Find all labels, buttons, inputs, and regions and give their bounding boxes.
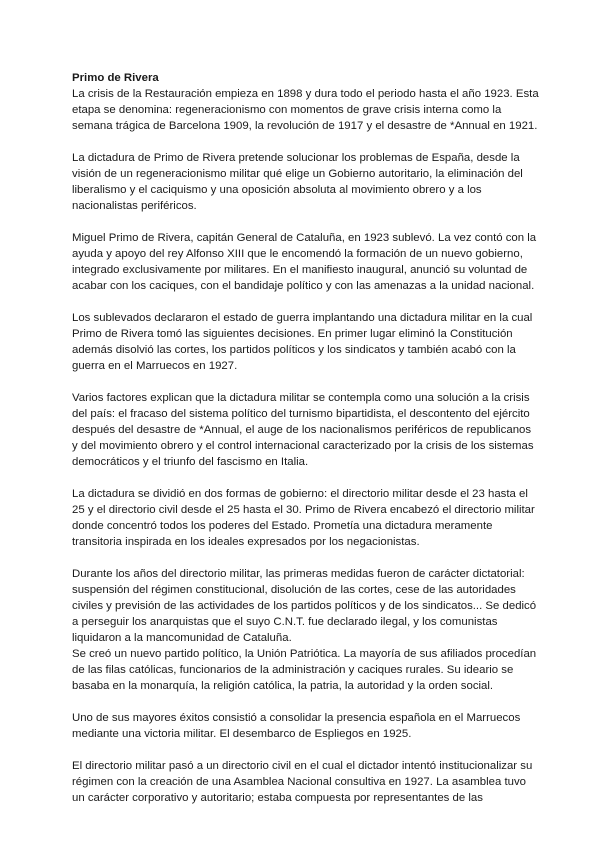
text-line: mediante una victoria militar. El desembarco de Espliegos en 1925. [72, 728, 412, 740]
text-line: 25 y el directorio civil desde el 25 hasta el 30. Primo de Rivera encabezó el directorio militar [72, 504, 535, 516]
text-line: Varios factores explican que la dictadura militar se contempla como una solución a la crisis [72, 392, 530, 404]
text-line: civiles y previsión de las actividades de los partidos políticos y de los sindicatos... Se dedicó [72, 600, 537, 612]
document-body [72, 70, 542, 806]
text-line: ayuda y apoyo del rey Alfonso XIII que le encomendó la formación de un nuevo gobierno, [72, 248, 523, 260]
paragraph-1 [72, 86, 542, 134]
text-line: suspensión del régimen constitucional, disolución de las cortes, cese de las autoridades [72, 584, 516, 596]
paragraph-5 [72, 390, 542, 470]
text-line: La dictadura de Primo de Rivera pretende solucionar los problemas de España, desde la [72, 152, 520, 164]
text-line: democráticos y el triunfo del fascismo en Italia. [72, 456, 309, 468]
paragraph-7 [72, 566, 542, 694]
text-line: y del movimiento obrero y el control internacional caracterizado por la crisis de los sistemas [72, 440, 534, 452]
text-line: Uno de sus mayores éxitos consistió a consolidar la presencia española en el Marruecos [72, 712, 521, 724]
text-line: del país: el fracaso del sistema político del turnismo bipartidista, el descontento del ejército [72, 408, 530, 420]
text-line: La dictadura se dividió en dos formas de gobierno: el directorio militar desde el 23 hasta el [72, 488, 528, 500]
paragraph-4 [72, 310, 542, 374]
text-line: Se creó un nuevo partido político, la Unión Patriótica. La mayoría de sus afiliados procedían [72, 648, 537, 660]
text-line: transitoria inspirada en los ideales expresados por los negacionistas. [72, 536, 420, 548]
paragraph-3 [72, 230, 542, 294]
text-line: acabar con los caciques, con el bandidaje político y con las amenazas a la unidad nacional. [72, 280, 535, 292]
text-line: nacionalistas periféricos. [72, 200, 197, 212]
document-title: Primo de Rivera [72, 72, 159, 84]
text-line: La crisis de la Restauración empieza en 1898 y dura todo el periodo hasta el año 1923. Esta [72, 88, 539, 100]
text-line: Miguel Primo de Rivera, capitán General de Cataluña, en 1923 sublevó. La vez contó con la [72, 232, 537, 244]
paragraph-2 [72, 150, 542, 214]
text-line: visión de un regeneracionismo militar qué elige un Gobierno autoritario, la eliminación del [72, 168, 523, 180]
paragraph-6 [72, 486, 542, 550]
text-line: semana trágica de Barcelona 1909, la revolución de 1917 y el desastre de *Annual en 1921. [72, 120, 538, 132]
text-line: además disolvió las cortes, los partidos políticos y los sindicatos y también acabó con la [72, 344, 516, 356]
text-line: liquidaron a la mancomunidad de Cataluña. [72, 632, 292, 644]
text-line: Los sublevados declararon el estado de guerra implantando una dictadura militar en la cual [72, 312, 533, 324]
text-line: régimen con la creación de una Asamblea Nacional consultiva en 1927. La asamblea tuvo [72, 776, 527, 788]
text-line: liberalismo y el caciquismo y una oposición absoluta al movimiento obrero y a los [72, 184, 482, 196]
text-line: Primo de Rivera tomó las siguientes decisiones. En primer lugar eliminó la Constitución [72, 328, 513, 340]
text-line: integrado exclusivamente por militares. En el manifiesto inaugural, anunció su voluntad de [72, 264, 528, 276]
text-line: Durante los años del directorio militar, las primeras medidas fueron de carácter dictatorial: [72, 568, 525, 580]
text-line: a perseguir los anarquistas que el suyo C.N.T. fue declarado ilegal, y los comunistas [72, 616, 498, 628]
text-line: donde concentró todos los poderes del Estado. Prometía una dictadura meramente [72, 520, 493, 532]
text-line: etapa se denomina: regeneracionismo con momentos de grave crisis interna como la [72, 104, 502, 116]
text-line: El directorio militar pasó a un directorio civil en el cual el dictador intentó institucionalizar su [72, 760, 533, 772]
text-line: de las filas católicas, funcionarios de la administración y caciques rurales. Su ideario se [72, 664, 514, 676]
paragraph-9 [72, 758, 542, 806]
text-line: después del desastre de *Annual, el auge de los nacionalismos periféricos de republicanos [72, 424, 532, 436]
paragraph-8 [72, 710, 542, 742]
text-line: basaba en la monarquía, la religión católica, la patria, la autoridad y la orden social. [72, 680, 494, 692]
text-line: un carácter corporativo y autoritario; estaba compuesta por representantes de las [72, 792, 483, 804]
text-line: guerra en el Marruecos en 1927. [72, 360, 238, 372]
